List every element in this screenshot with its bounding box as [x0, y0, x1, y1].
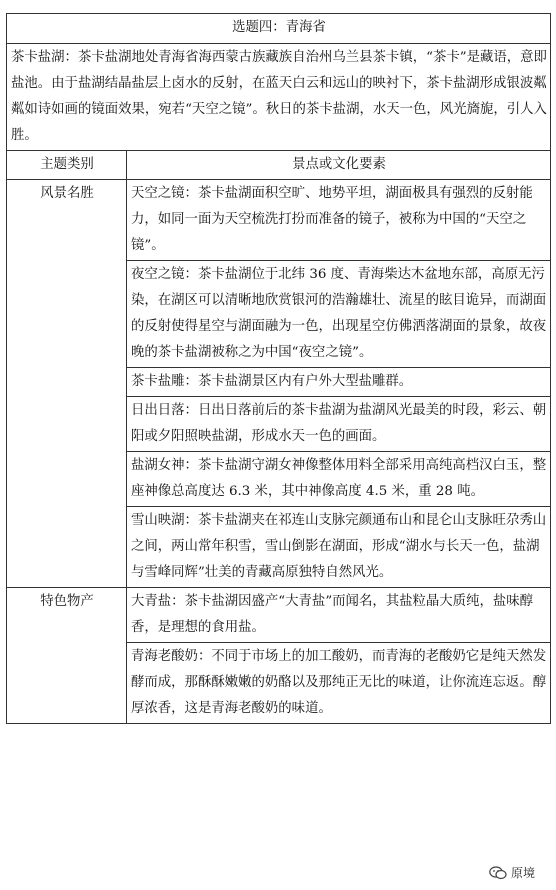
element-cell: 茶卡盐雕：茶卡盐湖景区内有户外大型盐雕群。 — [127, 368, 551, 397]
header-elements: 景点或文化要素 — [127, 151, 551, 180]
header-category: 主题类别 — [7, 151, 127, 180]
element-cell: 盐湖女神：茶卡盐湖守湖女神像整体用料全部采用高纯高档汉白玉，整座神像总高度达 6.3 米，其中神像高度 4.5 米，重 28 吨。 — [127, 452, 551, 507]
intro-paragraph: 茶卡盐湖：茶卡盐湖地处青海省海西蒙古族藏族自治州乌兰县茶卡镇，“茶卡”是藏语，意即盐池。由于盐湖结晶盐层上卤水的反射，在蓝天白云和远山的映衬下，茶卡盐湖形成银波粼粼如诗如画的镜面效果，宛若“天空之镜”。秋日的茶卡盐湖，水天一色，风光旖旎，引人入胜。 — [7, 44, 551, 151]
category-cell: 风景名胜 — [7, 180, 127, 588]
element-cell: 青海老酸奶：不同于市场上的加工酸奶，而青海的老酸奶它是纯天然发酵而成，那酥酥嫩嫩的奶酪以及那纯正无比的味道，让你流连忘返。醇厚浓香，这是青海老酸奶的味道。 — [127, 643, 551, 724]
table-title: 选题四：青海省 — [7, 14, 551, 44]
element-cell: 大青盐：茶卡盐湖因盛产“大青盐”而闻名，其盐粒晶大质纯，盐味醇香，是理想的食用盐。 — [127, 588, 551, 643]
element-cell: 天空之镜：茶卡盐湖面积空旷、地势平坦，湖面极具有强烈的反射能力，如同一面为天空梳洗打扮而准备的镜子，被称为中国的“天空之镜”。 — [127, 180, 551, 261]
category-cell: 特色物产 — [7, 588, 127, 724]
element-cell: 日出日落：日出日落前后的茶卡盐湖为盐湖风光最美的时段，彩云、朝阳或夕阳照映盐湖，形成水天一色的画面。 — [127, 397, 551, 452]
table-row — [7, 588, 551, 643]
element-cell: 夜空之镜：茶卡盐湖位于北纬 36 度、青海柴达木盆地东部，高原无污染，在湖区可以清晰地欣赏银河的浩瀚雄壮、流星的眩目诡异，而湖面的反射使得星空与湖面融为一色，出现星空仿佛洒落湖面的景象，故夜晚的茶卡盐湖被称之为中国“夜空之镜”。 — [127, 261, 551, 368]
content-table — [6, 13, 551, 724]
watermark — [486, 863, 538, 882]
table-row — [7, 180, 551, 261]
table-body — [7, 14, 551, 724]
element-cell: 雪山映湖：茶卡盐湖夹在祁连山支脉完颜通布山和昆仑山支脉旺尕秀山之间，两山常年积雪，雪山倒影在湖面，形成“湖水与长天一色，盐湖与雪峰同辉”壮美的青藏高原独特自然风光。 — [127, 507, 551, 588]
wechat-icon — [489, 866, 507, 880]
watermark-text: 原境 — [510, 866, 535, 880]
header-row — [7, 151, 551, 180]
title-row — [7, 14, 551, 44]
intro-row — [7, 44, 551, 151]
